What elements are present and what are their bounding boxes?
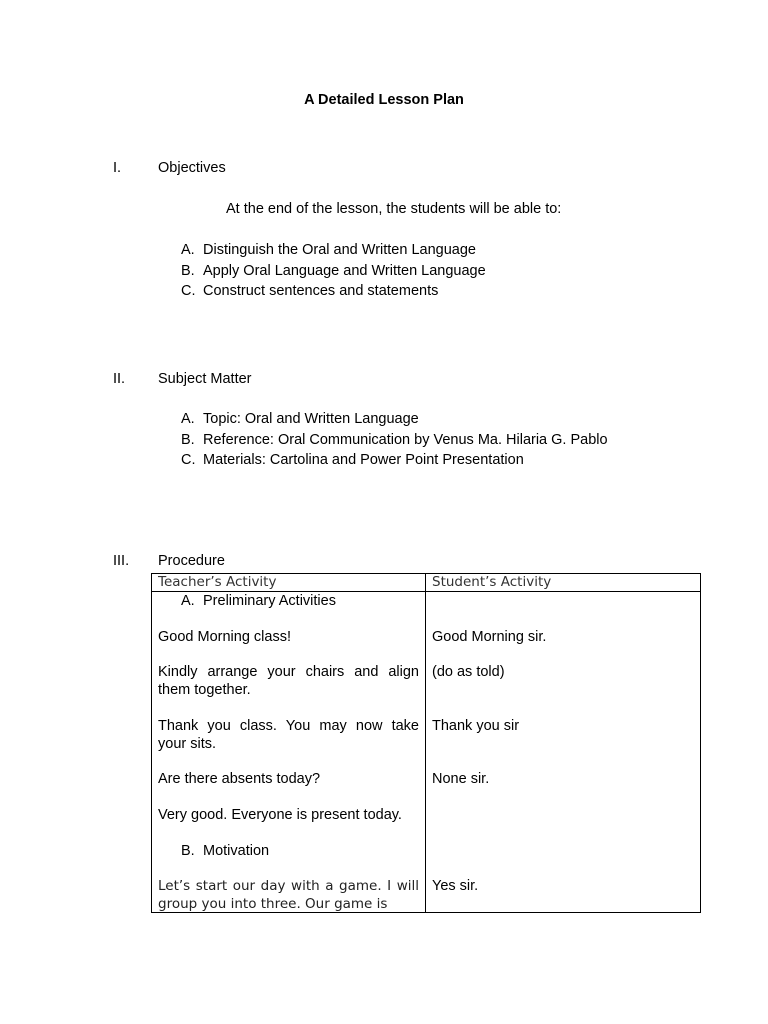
teacher-activity-cell bbox=[152, 592, 426, 913]
objectives-list bbox=[181, 240, 486, 302]
section-1-heading: Objectives bbox=[158, 160, 226, 176]
list-item bbox=[181, 409, 608, 430]
student-line: Good Morning sir. bbox=[432, 629, 547, 645]
list-item bbox=[181, 281, 486, 302]
list-letter: C. bbox=[181, 283, 196, 300]
list-letter: B. bbox=[181, 262, 195, 279]
student-activity-header: Student’s Activity bbox=[426, 574, 701, 592]
objectives-intro: At the end of the lesson, the students will be able to: bbox=[226, 201, 562, 217]
list-letter: C. bbox=[181, 452, 196, 469]
teacher-line: Are there absents today? bbox=[158, 771, 321, 787]
list-item bbox=[181, 261, 486, 282]
list-letter: B. bbox=[181, 843, 195, 859]
student-line: None sir. bbox=[432, 771, 490, 787]
procedure-table bbox=[151, 573, 701, 913]
table-header-row bbox=[152, 574, 701, 592]
list-letter: A. bbox=[181, 411, 195, 427]
section-1-numeral: I. bbox=[113, 160, 122, 176]
student-line: Yes sir. bbox=[432, 878, 479, 894]
teacher-line: Thank you class. You may now take your sits. bbox=[158, 718, 419, 752]
list-letter: A. bbox=[181, 242, 195, 258]
section-3-numeral: III. bbox=[113, 553, 130, 569]
subject-matter-list bbox=[181, 409, 608, 471]
list-text: Motivation bbox=[203, 843, 270, 859]
list-text: Distinguish the Oral and Written Language bbox=[203, 242, 476, 258]
teacher-line: Very good. Everyone is present today. bbox=[158, 807, 402, 823]
list-text: Construct sentences and statements bbox=[203, 283, 439, 300]
section-2-heading: Subject Matter bbox=[158, 371, 252, 387]
teacher-line: Good Morning class! bbox=[158, 629, 291, 645]
teacher-activity-header: Teacher’s Activity bbox=[152, 574, 426, 592]
list-text: Reference: Oral Communication by Venus Ma. Hilaria G. Pablo bbox=[203, 431, 608, 448]
list-text: Apply Oral Language and Written Language bbox=[203, 262, 486, 279]
list-text: Preliminary Activities bbox=[203, 593, 336, 609]
teacher-line: Kindly arrange your chairs and align them together. bbox=[158, 664, 419, 698]
student-activity-cell bbox=[426, 592, 701, 913]
student-line: Thank you sir bbox=[432, 718, 520, 734]
list-item bbox=[181, 430, 608, 451]
teacher-line: Let’s start our day with a game. I will group you into three. Our game is bbox=[158, 878, 419, 912]
student-line: (do as told) bbox=[432, 664, 505, 680]
section-2-numeral: II. bbox=[113, 371, 126, 387]
table-row bbox=[152, 592, 701, 913]
list-item bbox=[181, 240, 486, 261]
list-letter: A. bbox=[181, 593, 195, 609]
list-text: Materials: Cartolina and Power Point Presentation bbox=[203, 452, 524, 469]
motivation-heading bbox=[158, 842, 419, 860]
list-text: Topic: Oral and Written Language bbox=[203, 411, 419, 427]
preliminary-heading bbox=[158, 592, 419, 610]
list-item bbox=[181, 450, 608, 471]
document-title: A Detailed Lesson Plan bbox=[304, 92, 464, 108]
section-3-heading: Procedure bbox=[158, 553, 225, 569]
list-letter: B. bbox=[181, 431, 195, 448]
